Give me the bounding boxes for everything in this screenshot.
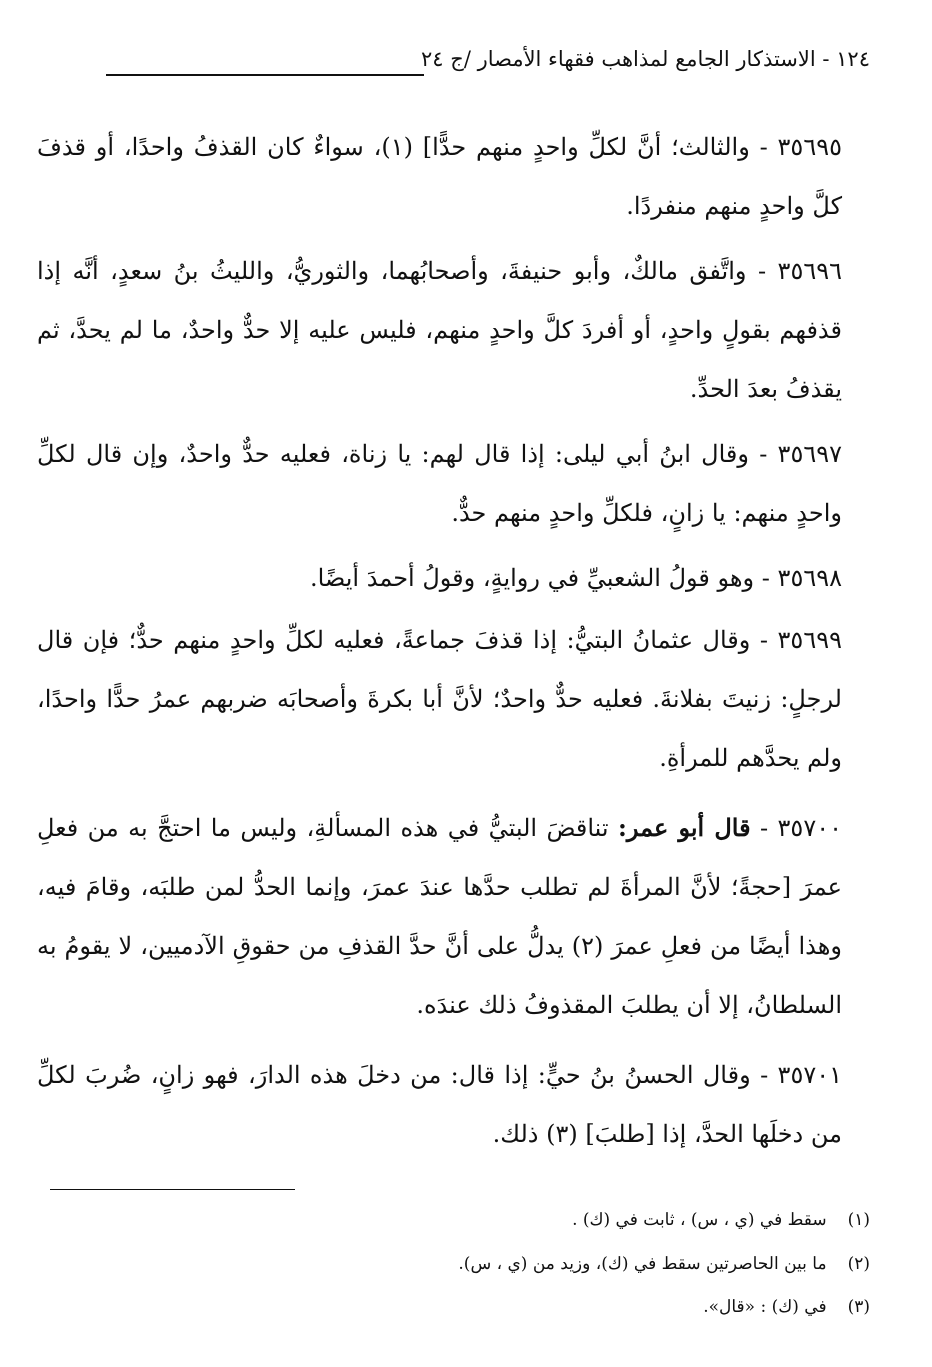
footnote-text: في (ك) : «قال». — [703, 1297, 827, 1317]
paragraph-number: ٣٥٦٩٦ - — [757, 257, 842, 285]
footnote-3 — [50, 1295, 870, 1319]
footnote-number: (٢) — [847, 1254, 870, 1274]
paragraph-number: ٣٥٦٩٧ - — [759, 440, 842, 468]
paragraph-text: والثالث؛ أنَّ لكلِّ واحدٍ منهم حدًّا] (١)، سواءٌ كان القذفُ واحدًا، أو قذفَ كلَّ واحدٍ منهم منفردًا. — [37, 133, 842, 220]
footnote-rule — [50, 1189, 295, 1190]
paragraph-text: وقال عثمانُ البتيُّ: إذا قذفَ جماعةً، فعليه لكلِّ واحدٍ منهم حدٌّ؛ فإن قال لرجلٍ: زنيتَ بفلانةَ. فعليه حدٌّ واحدٌ؛ لأنَّ أبا بكرةَ وأصحابَه ضربهم عمرُ حدًّا واحدًا، ولم يحدَّهم للمرأةِ. — [37, 626, 842, 772]
paragraph-text: تناقضَ البتيُّ في هذه المسألةِ، وليس ما احتجَّ به من فعلِ عمرَ [حجةً؛ لأنَّ المرأةَ لم تطلب حدَّها عندَ عمرَ، وإنما الحدُّ لمن طلبَه، وقامَ فيه، وهذا أيضًا من فعلِ عمرَ (٢) يدلُّ على أنَّ حدَّ القذفِ من حقوقِ الآدميين، لا يقومُ به السلطانُ، إلا أن يطلبَ المقذوفُ ذلك عندَه. — [37, 814, 843, 1019]
paragraph-lead: قال أبو عمر: — [618, 813, 751, 842]
paragraph-number: ٣٥٦٩٨ - — [761, 564, 842, 592]
paragraph-text: وهو قولُ الشعبيِّ في روايةٍ، وقولُ أحمدَ أيضًا. — [309, 564, 755, 592]
paragraph-35696 — [37, 242, 842, 419]
footnote-number: (٣) — [847, 1297, 870, 1317]
running-header: ١٢٤ - الاستذكار الجامع لمذاهب فقهاء الأمصار /ج ٢٤ — [421, 47, 870, 71]
paragraph-35701 — [37, 1046, 842, 1164]
paragraph-number: ٣٥٦٩٥ - — [759, 133, 842, 161]
paragraph-number: ٣٥٧٠١ - — [760, 1061, 842, 1089]
footnote-text: ما بين الحاصرتين سقط في (ك)، وزيد من (ي ، س). — [458, 1254, 827, 1274]
paragraph-text: وقال ابنُ أبي ليلى: إذا قال لهم: يا زناة، فعليه حدٌّ واحدٌ، وإن قال لكلِّ واحدٍ منهم: يا زانٍ، فلكلِّ واحدٍ منهم حدٌّ. — [37, 440, 842, 527]
paragraph-number: ٣٥٧٠٠ - — [760, 814, 842, 842]
paragraph-35697 — [37, 425, 842, 543]
footnote-text: سقط في (ي ، س) ، ثابت في (ك) . — [572, 1210, 827, 1230]
paragraph-text: وقال الحسنُ بنُ حيٍّ: إذا قال: من دخلَ هذه الدارَ، فهو زانٍ، ضُربَ لكلِّ من دخلَها الحدَّ، إذا [طلبَ] (٣) ذلك. — [37, 1061, 842, 1148]
paragraph-35699 — [37, 611, 842, 788]
paragraph-text: واتَّفق مالكٌ، وأبو حنيفةَ، وأصحابُهما، والثوريُّ، والليثُ بنُ سعدٍ، أنَّه إذا قذفهم بقولٍ واحدٍ، أو أفردَ كلَّ واحدٍ منهم، فليس عليه إلا حدٌّ واحدٌ، ما لم يحدَّ، ثم يقذفُ بعدَ الحدِّ. — [37, 257, 842, 403]
footnote-1 — [50, 1208, 870, 1232]
footnote-number: (١) — [847, 1210, 870, 1230]
paragraph-35700 — [37, 798, 842, 1035]
footnote-2 — [50, 1252, 870, 1276]
paragraph-number: ٣٥٦٩٩ - — [759, 626, 842, 654]
paragraph-35695 — [37, 118, 842, 236]
header-rule — [106, 74, 424, 76]
paragraph-35698 — [37, 549, 842, 608]
